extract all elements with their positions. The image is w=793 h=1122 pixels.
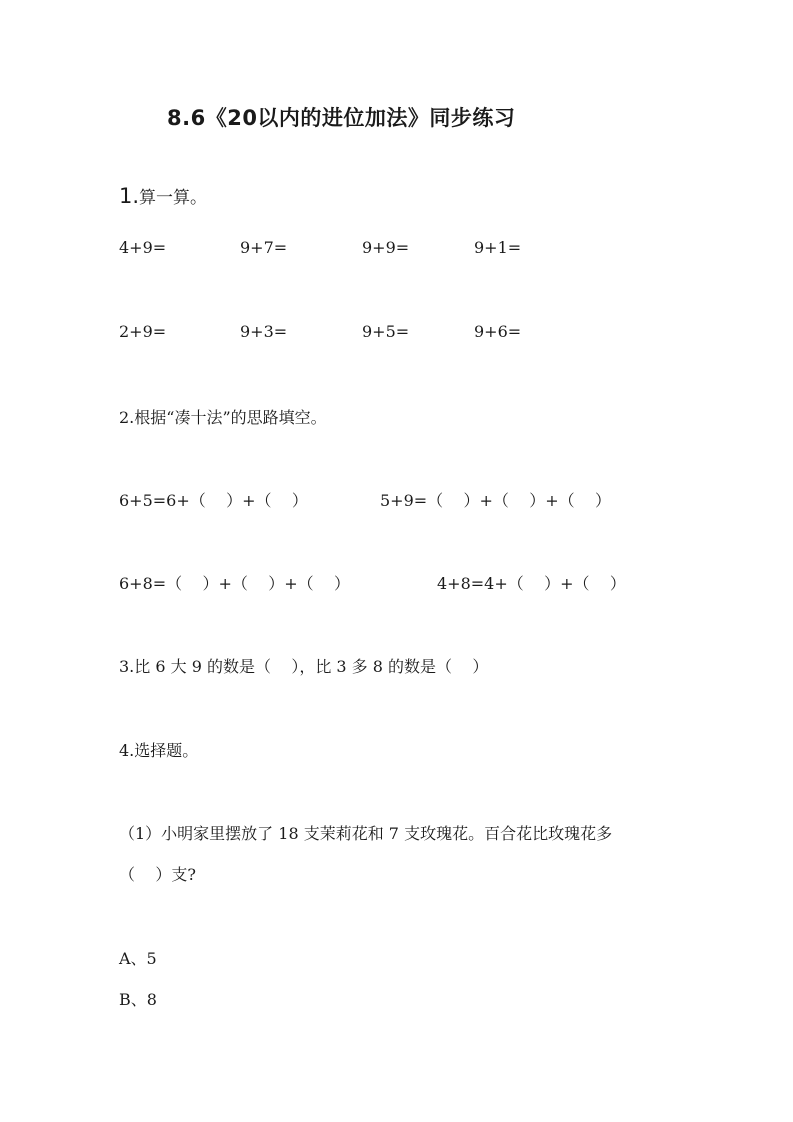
q4-sub1-line-1: （1）小明家里摆放了 18 支茉莉花和 7 支玫瑰花。百合花比玫瑰花多 [119,824,613,843]
q2-row2-item-2: 4+8=4+（ ）+（ ） [437,574,626,593]
q4-sub1-line-2: （ ）支? [119,865,196,884]
question-1-number: 1. [119,184,140,208]
q4-option-b: B、8 [119,990,157,1009]
question-4-heading: 4.选择题。 [119,741,199,760]
q4-option-a: A、5 [119,949,157,968]
page-title: 8.6《20以内的进位加法》同步练习 [167,106,516,130]
question-2-heading: 2.根据“凑十法”的思路填空。 [119,408,327,427]
q1-row1-item-3: 9+9= [362,238,410,257]
question-1-heading [119,183,207,208]
question-1-text: 算一算。 [139,188,208,208]
q2-row2-item-1: 6+8=（ ）+（ ）+（ ） [119,574,351,593]
q2-row1-item-1: 6+5=6+（ ）+（ ） [119,491,308,510]
q1-row1-item-2: 9+7= [240,238,288,257]
q1-row1-item-4: 9+1= [474,238,522,257]
q1-row2-item-2: 9+3= [240,322,288,341]
q1-row2-item-1: 2+9= [119,322,167,341]
q2-row1-item-2: 5+9=（ ）+（ ）+（ ） [380,491,612,510]
q1-row2-item-4: 9+6= [474,322,522,341]
q1-row2-item-3: 9+5= [362,322,410,341]
q1-row1-item-1: 4+9= [119,238,167,257]
question-3-text: 3.比 6 大 9 的数是（ ），比 3 多 8 的数是（ ） [119,657,489,676]
